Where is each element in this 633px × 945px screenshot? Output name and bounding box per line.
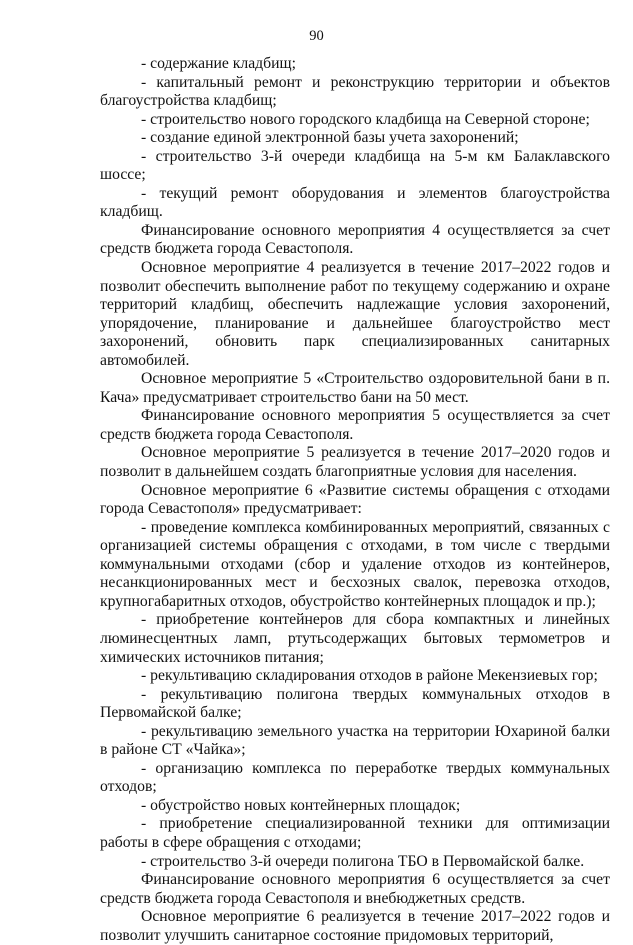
- list-item-capital-repair: - капитальный ремонт и реконструкцию территории и объектов благоустройства кладбищ;: [100, 73, 610, 110]
- list-item-third-stage-landfill: - строительство 3-й очереди полигона ТБО в Первомайской балке.: [141, 852, 585, 870]
- list-item-mekenzievy-gory: - рекультивацию складирования отходов в районе Мекензиевых гор;: [141, 667, 598, 685]
- list-item-special-equipment: - приобретение специализированной техники для оптимизации работы в сфере обращения с отходами;: [100, 815, 610, 851]
- list-item-new-cemetery: - строительство нового городского кладбища на Северной стороне;: [141, 110, 590, 128]
- paragraph-funding-4: Финансирование основного мероприятия 4 осуществляется за счет средств бюджета города Севастополя.: [100, 221, 610, 258]
- paragraph-funding-5: Финансирование основного мероприятия 5 осуществляется за счет средств бюджета города Севастополя.: [100, 407, 610, 443]
- list-item-pervomayskaya-landfill: - рекультивацию полигона твердых коммунальных отходов в Первомайской балке;: [100, 685, 610, 722]
- paragraph-activity-5: Основное мероприятие 5 «Строительство оздоровительной бани в п. Кача» предусматривает строительство бани на 50 мест.: [100, 370, 610, 406]
- page-number: 90: [309, 28, 324, 44]
- paragraph-implementation-4: Основное мероприятие 4 реализуется в течение 2017–2022 годов и позволит обеспечить выполнение работ по текущему содержанию и охране территорий кладбищ, обеспечить надлежащие условия захоронений, упорядочение, планирование и дальнейшее благоустройство мест захоронений, обновить парк специализированных санитарных автомобилей.: [100, 259, 610, 369]
- list-item-yukharina-balka: - рекультивацию земельного участка на территории Юхариной балки в районе СТ «Чайка»;: [100, 722, 610, 759]
- list-item-processing-complex: - организацию комплекса по переработке твердых коммунальных отходов;: [100, 759, 610, 796]
- paragraph-implementation-5: Основное мероприятие 5 реализуется в течение 2017–2020 годов и позволит в дальнейшем создать благоприятные условия для населения.: [100, 444, 610, 481]
- list-item-cemetery-maintenance: - содержание кладбищ;: [141, 55, 296, 72]
- list-item-waste-system: - проведение комплекса комбинированных мероприятий, связанных с организацией системы обращения с отходами, в том числе с твердыми коммунальными отходами (сбор и удаление отходов из контейнеров, несанкционированных мест и бесхозных свалок, перевозка отходов, крупногабаритных отходов, обустройство контейнерных площадок и пр.);: [100, 518, 610, 610]
- paragraph-funding-6: Финансирование основного мероприятия 6 осуществляется за счет средств бюджета города Севастополя и внебюджетных средств.: [100, 871, 610, 907]
- list-item-third-stage-cemetery: - строительство 3-й очереди кладбища на 5-м км Балаклавского шоссе;: [100, 147, 610, 184]
- list-item-containers: - приобретение контейнеров для сбора компактных и линейных люминесцентных ламп, ртутьсодержащих бытовых термометров и химических источников питания;: [100, 611, 610, 666]
- list-item-burial-database: - создание единой электронной базы учета захоронений;: [141, 129, 519, 147]
- list-item-container-sites: - обустройство новых контейнерных площадок;: [141, 796, 461, 814]
- paragraph-implementation-6: Основное мероприятие 6 реализуется в течение 2017–2022 годов и позволит улучшить санитарное состояние придомовых территорий,: [100, 908, 610, 944]
- paragraph-activity-6: Основное мероприятие 6 «Развитие системы обращения с отходами города Севастополя» предусматривает:: [100, 481, 610, 518]
- page-body: [100, 55, 610, 945]
- list-item-current-repair: - текущий ремонт оборудования и элементов благоустройства кладбищ.: [100, 184, 610, 221]
